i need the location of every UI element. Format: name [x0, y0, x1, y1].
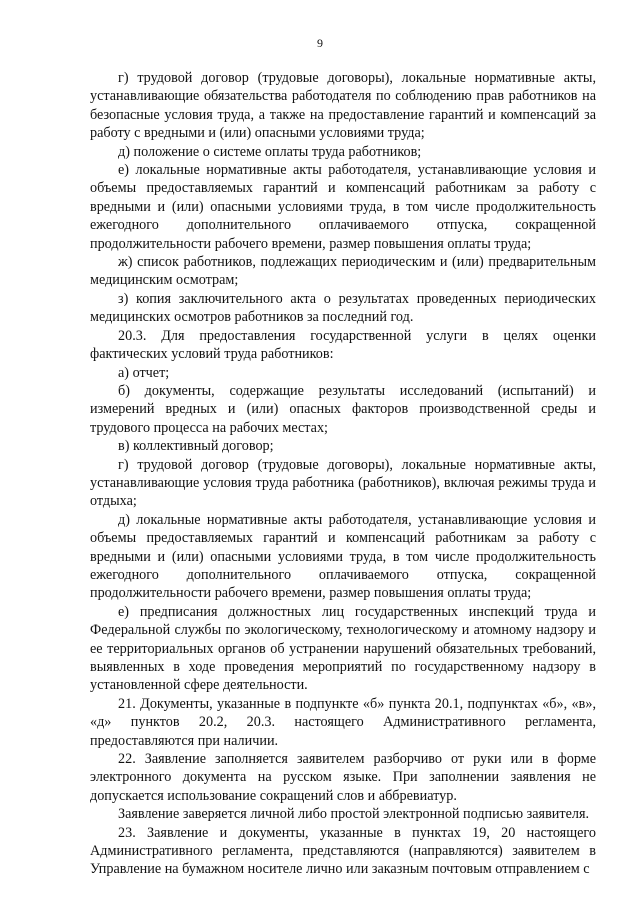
- paragraph-2b-research-docs: б) документы, содержащие результаты исследований (испытаний) и измерений вредных и (или) опасных факторов производственной среды и трудового процесса на рабочих местах;: [90, 382, 596, 436]
- paragraph-1d-wage-system: д) положение о системе оплаты труда работников;: [118, 143, 422, 160]
- paragraph-22-application-fill: 22. Заявление заполняется заявителем разборчиво от руки или в форме электронного документа на русском языке. При заполнении заявления не допускается использование сокращений слов и аббревиатур.: [90, 751, 596, 804]
- paragraph-1e-local-acts: е) локальные нормативные акты работодателя, устанавливающие условия и объемы предоставляемых гарантий и компенсаций работникам за работу с вредными и (или) опасными условиями труда, в том числе продолжительность ежегодного дополнительного оплачиваемого отпуска, сокращенной продолжительности рабочего времени, размер повышения оплаты труда;: [90, 162, 596, 252]
- paragraph-2d-local-acts: д) локальные нормативные акты работодателя, устанавливающие условия и объемы предоставляемых гарантий и компенсаций работникам за работу с вредными и (или) опасными условиями труда, в том числе продолжительность ежегодного дополнительного оплачиваемого отпуска, сокращенной продолжительности рабочего времени, размер повышения оплаты труда;: [90, 511, 596, 602]
- paragraph-21-documents: 21. Документы, указанные в подпункте «б» пункта 20.1, подпунктах «б», «в», «д» пунктов 20.2, 20.3. настоящего Административного регламента, предоставляются при наличии.: [90, 695, 596, 749]
- page-number: 9: [317, 36, 323, 50]
- paragraph-2a-report: а) отчет;: [118, 364, 170, 381]
- paragraph-2g-labor-contract: г) трудовой договор (трудовые договоры), локальные нормативные акты, устанавливающие условия труда работника (работников), включая режимы труда и отдыха;: [90, 456, 596, 510]
- paragraph-23-submission: 23. Заявление и документы, указанные в пунктах 19, 20 настоящего Административного регламента, представляются (направляются) заявителем в Управление на бумажном носителе лично или заказным почтовым отправлением с: [90, 824, 596, 878]
- paragraph-20-3-heading: 20.3. Для предоставления государственной услуги в целях оценки фактических условий труда работников:: [90, 327, 596, 363]
- paragraph-22-signature: Заявление заверяется личной либо простой электронной подписью заявителя.: [118, 806, 590, 823]
- paragraph-1zh-employee-list: ж) список работников, подлежащих периодическим и (или) предварительным медицинским осмотрам;: [90, 254, 596, 289]
- paragraph-2v-collective-agreement: в) коллективный договор;: [118, 438, 274, 455]
- paragraph-2e-inspection-orders: е) предписания должностных лиц государственных инспекций труда и Федеральной службы по экологическому, технологическому и атомному надзору и ее территориальных органов об устранении нарушений обязательных требований, выявленных в ходе проведения мероприятий по государственному надзору в установленной сфере деятельности.: [90, 603, 596, 694]
- paragraph-1z-medical-act: з) копия заключительного акта о результатах проведенных периодических медицинских осмотров работников за последний год.: [90, 290, 596, 326]
- paragraph-1g-labor-contract: г) трудовой договор (трудовые договоры), локальные нормативные акты, устанавливающие обязательства работодателя по соблюдению прав работников на безопасные условия труда, а также на предоставление гарантий и компенсаций за работу с вредными и (или) опасными условиями труда;: [90, 70, 596, 142]
- document-body: [90, 69, 596, 879]
